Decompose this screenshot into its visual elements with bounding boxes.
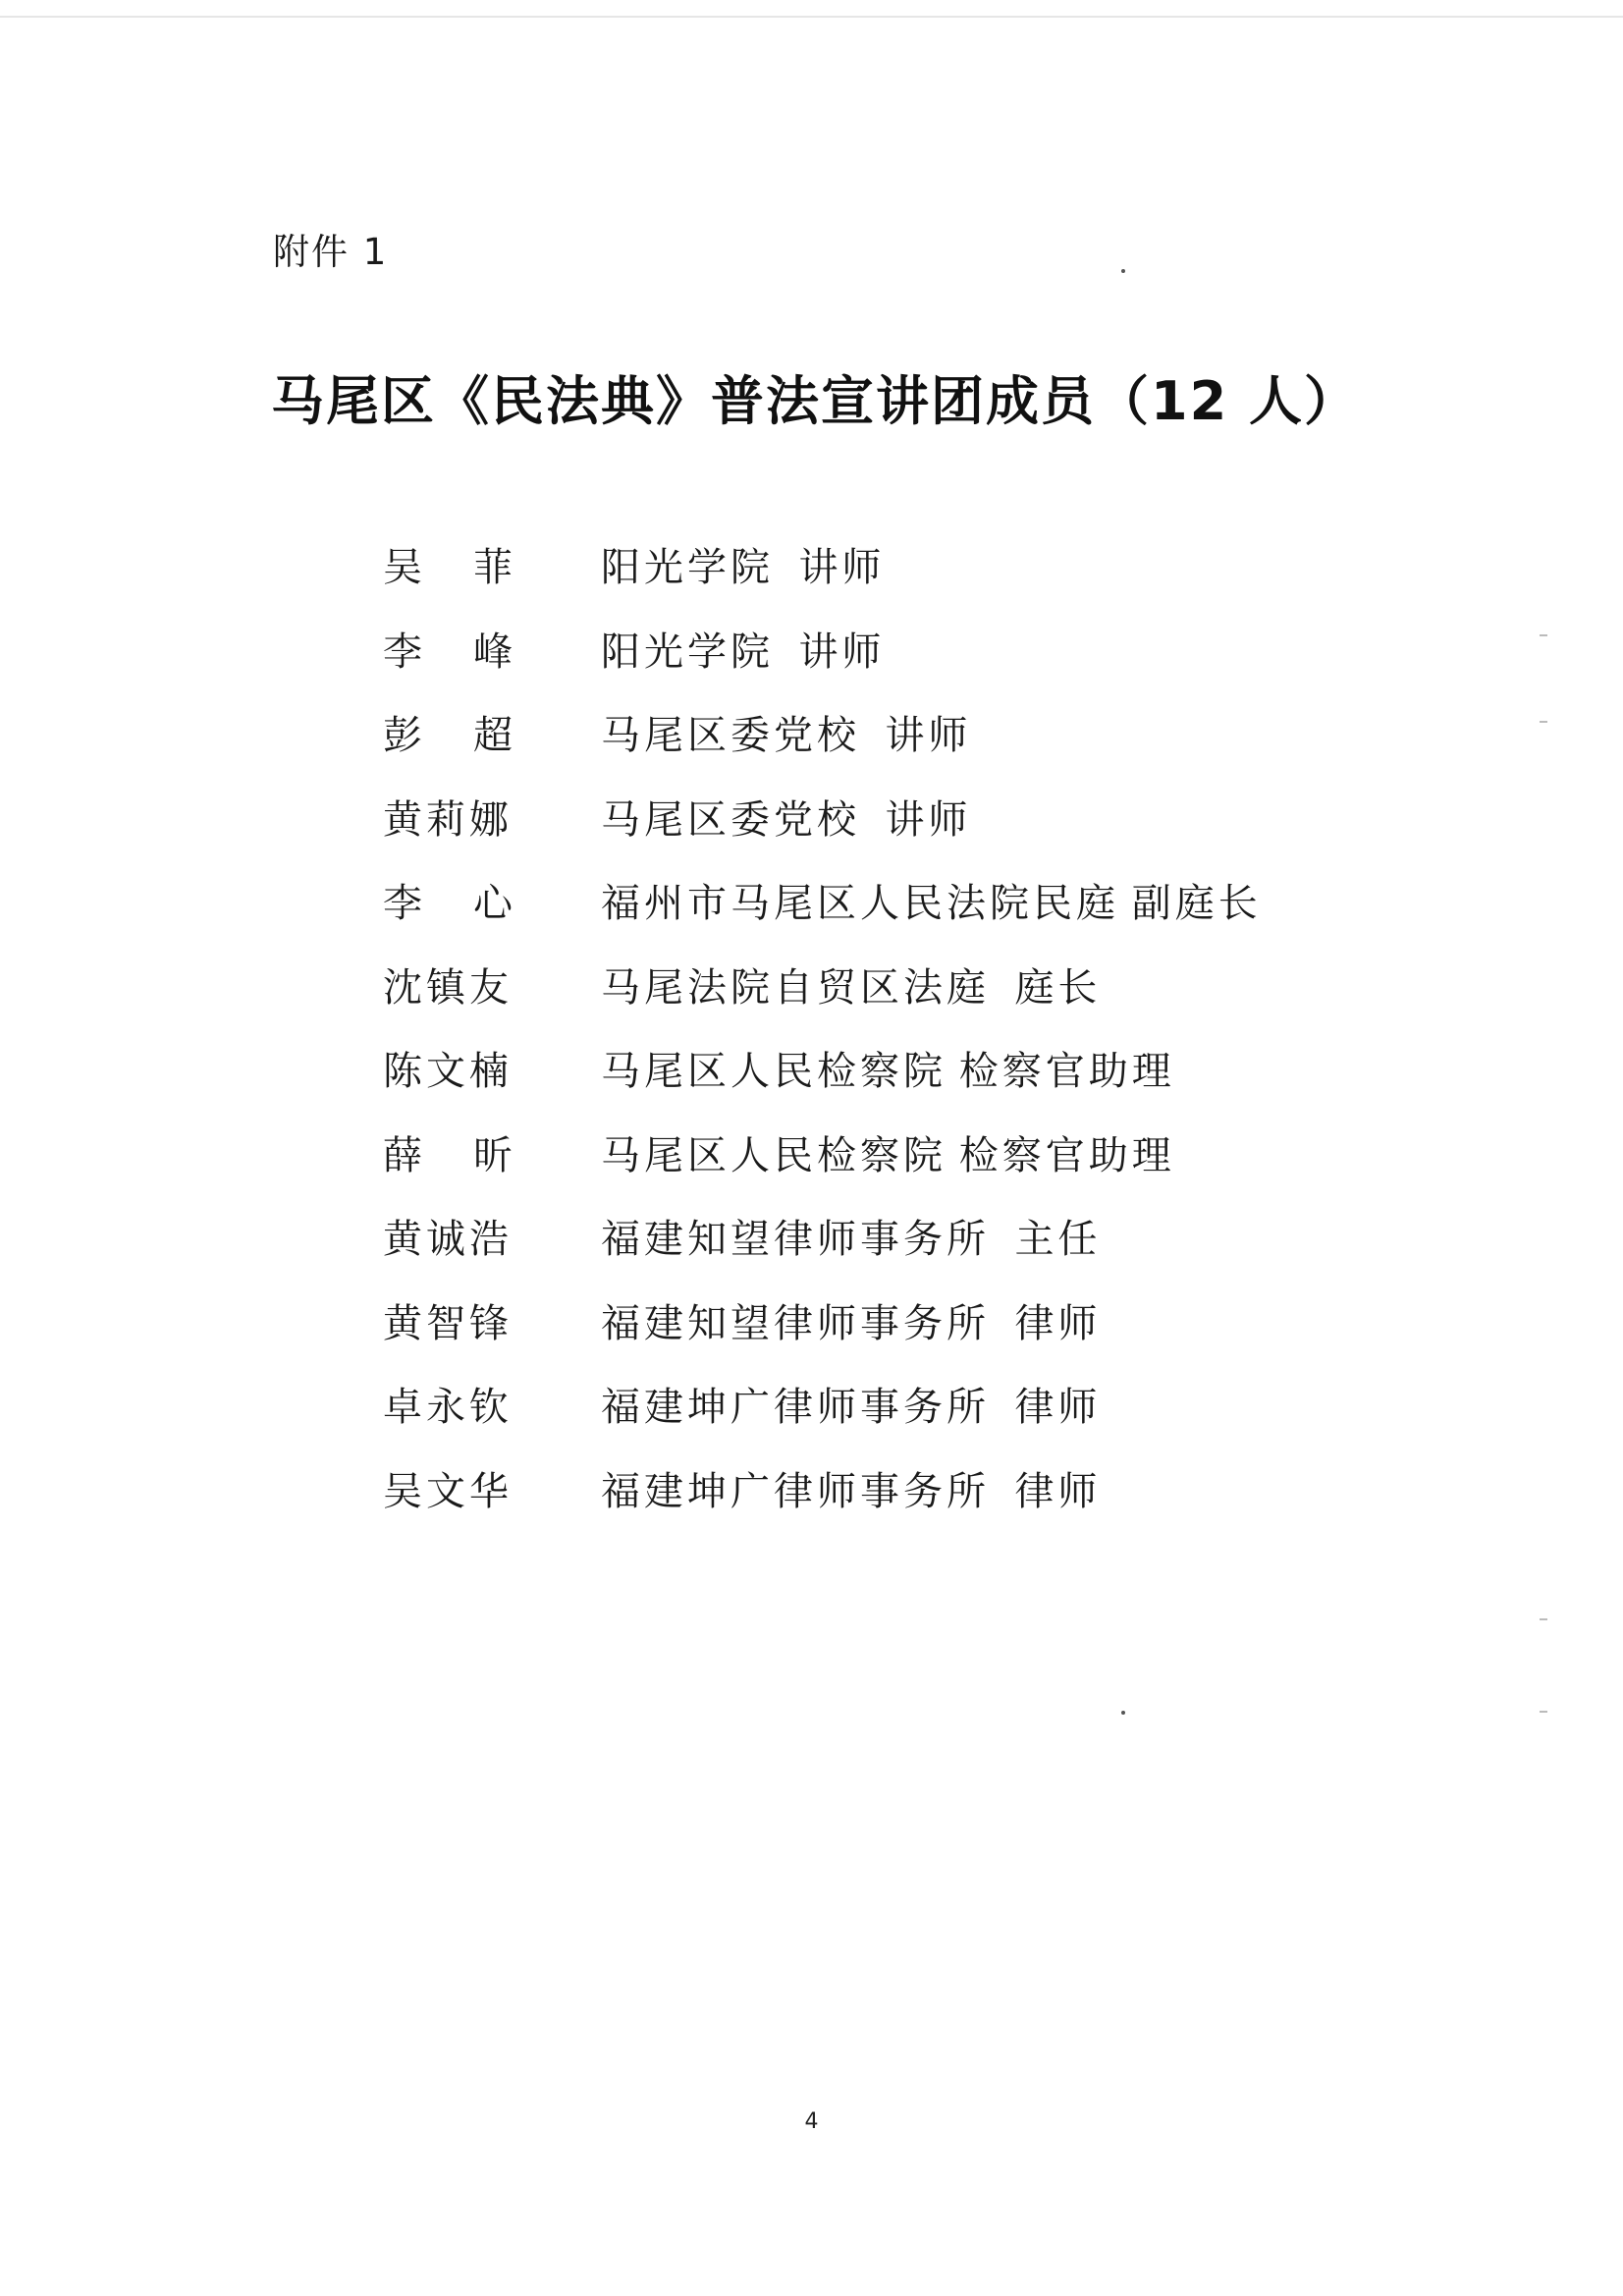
scan-speck [1121, 269, 1125, 273]
member-name [383, 1376, 601, 1432]
member-position: 主任 [1014, 1217, 1102, 1263]
member-spacer [1119, 878, 1132, 923]
member-name [383, 957, 601, 1012]
scan-speck [1121, 1711, 1125, 1715]
member-spacer [990, 1382, 1014, 1427]
scan-edge-mark [1540, 1711, 1547, 1713]
member-name-char: 李 [383, 881, 422, 927]
member-name-char: 吴 [383, 545, 422, 591]
member-name-char: 彭 [383, 713, 422, 759]
member-name-text: 卓永钦 [383, 1385, 513, 1431]
member-spacer [860, 793, 885, 839]
member-spacer [990, 1297, 1014, 1342]
member-organization: 福州市马尾区人民法院民庭 [601, 881, 1119, 927]
member-position: 讲师 [798, 545, 886, 591]
member-position: 讲师 [798, 629, 886, 675]
member-name [383, 789, 601, 845]
member-organization: 福建坤广律师事务所 [601, 1468, 990, 1514]
member-spacer [774, 626, 798, 671]
member-name-text: 黄智锋 [383, 1300, 513, 1346]
member-name [383, 1292, 601, 1348]
member-row [383, 943, 1365, 1027]
member-position: 讲师 [885, 713, 972, 759]
member-position: 庭长 [1014, 964, 1102, 1011]
member-row [383, 1026, 1365, 1111]
member-name-text: 黄诚浩 [383, 1217, 513, 1263]
member-spacer [774, 542, 798, 587]
member-position: 律师 [1014, 1385, 1102, 1431]
member-row [383, 1362, 1365, 1447]
member-name-text [383, 872, 513, 928]
member-spacer [947, 1129, 959, 1175]
member-name [383, 1208, 601, 1264]
member-name-text [383, 1124, 513, 1180]
member-name-char: 峰 [473, 629, 513, 675]
member-spacer [990, 1214, 1014, 1259]
member-row [383, 858, 1365, 943]
page-number: 4 [804, 2109, 819, 2134]
member-name-char: 昕 [473, 1132, 513, 1178]
member-name [383, 704, 601, 760]
member-organization: 福建坤广律师事务所 [601, 1385, 990, 1431]
scan-edge-mark [1540, 1618, 1547, 1620]
member-spacer [860, 710, 885, 755]
member-position: 副庭长 [1131, 881, 1262, 927]
member-name [383, 536, 601, 592]
member-spacer [947, 1046, 959, 1091]
member-organization: 马尾区人民检察院 [601, 1049, 947, 1095]
member-position: 讲师 [885, 796, 972, 843]
member-name-text: 吴文华 [383, 1468, 513, 1514]
member-name [383, 872, 601, 928]
scan-top-edge [0, 16, 1623, 18]
document-title: 马尾区《民法典》普法宣讲团成员（12 人） [271, 370, 1359, 432]
member-name [383, 621, 601, 677]
member-row [383, 1111, 1365, 1195]
member-name [383, 1460, 601, 1516]
member-row [383, 1447, 1365, 1531]
member-name-char: 李 [383, 629, 422, 675]
member-row [383, 607, 1365, 691]
member-organization: 马尾区委党校 [601, 713, 860, 759]
member-spacer [990, 1465, 1014, 1510]
member-name [383, 1040, 601, 1096]
member-row [383, 775, 1365, 859]
member-name [383, 1124, 601, 1180]
member-organization: 阳光学院 [601, 545, 774, 591]
member-organization: 马尾法院自贸区法庭 [601, 964, 990, 1011]
member-organization: 马尾区人民检察院 [601, 1132, 947, 1178]
member-name-char: 心 [473, 881, 513, 927]
member-name-text [383, 536, 513, 592]
member-name-text: 黄莉娜 [383, 796, 513, 843]
attachment-label: 附件 1 [273, 231, 389, 273]
member-position: 律师 [1014, 1468, 1102, 1514]
member-row [383, 1194, 1365, 1279]
member-row [383, 1279, 1365, 1363]
member-list [383, 522, 1365, 1530]
member-organization: 阳光学院 [601, 629, 774, 675]
member-organization: 福建知望律师事务所 [601, 1217, 990, 1263]
member-name-text [383, 621, 513, 677]
member-name-char: 薛 [383, 1132, 422, 1178]
member-name-char: 超 [473, 713, 513, 759]
member-name-char: 菲 [473, 545, 513, 591]
member-row [383, 690, 1365, 775]
member-name-text [383, 704, 513, 760]
member-organization: 福建知望律师事务所 [601, 1300, 990, 1346]
member-position: 检察官助理 [958, 1049, 1175, 1095]
member-spacer [990, 961, 1014, 1007]
member-name-text: 陈文楠 [383, 1049, 513, 1095]
member-row [383, 522, 1365, 607]
scan-edge-mark [1540, 721, 1547, 723]
scan-edge-mark [1540, 634, 1547, 636]
member-name-text: 沈镇友 [383, 964, 513, 1011]
member-position: 检察官助理 [958, 1132, 1175, 1178]
member-position: 律师 [1014, 1300, 1102, 1346]
member-organization: 马尾区委党校 [601, 796, 860, 843]
